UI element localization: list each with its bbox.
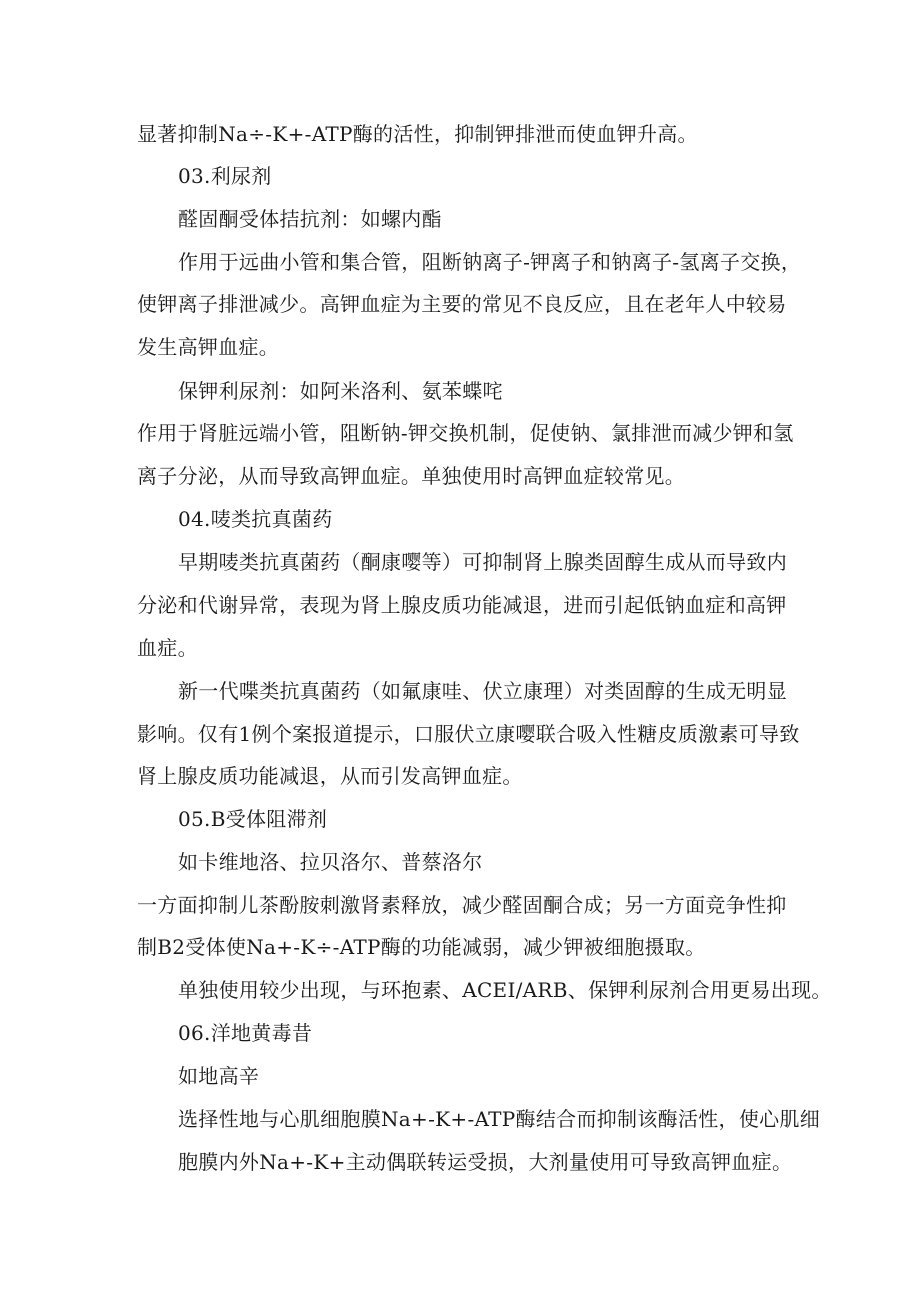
text-line: 制B2受体使Na+-K÷-ATP酶的功能减弱，减少钾被细胞摄取。 xyxy=(137,935,706,959)
text-line: 胞膜内外Na+-K+主动偶联转运受损，大剂量使用可导致高钾血症。 xyxy=(178,1150,793,1174)
section-heading: 04.唛类抗真菌药 xyxy=(178,507,333,531)
text-line: 如卡维地洛、拉贝洛尔、普蔡洛尔 xyxy=(178,850,483,874)
section-heading: 06.洋地黄毒昔 xyxy=(178,1021,313,1045)
text-line: 血症。 xyxy=(137,636,198,660)
text-line: 单独使用较少出现，与环抱素、ACEI/ARB、保钾利尿剂合用更易出现。 xyxy=(178,978,832,1002)
text-line: 选择性地与心肌细胞膜Na+-K+-ATP酶结合而抑制该酶活性，使心肌细 xyxy=(178,1107,821,1131)
text-line: 影响。仅有1例个案报道提示，口服伏立康嘤联合吸入性糖皮质激素可导致 xyxy=(137,722,800,746)
text-line: 作用于远曲小管和集合管，阻断钠离子-钾离子和钠离子-氢离子交换， xyxy=(178,250,802,274)
text-line: 早期唛类抗真菌药（酮康嘤等）可抑制肾上腺类固醇生成从而导致内 xyxy=(178,550,787,574)
text-line: 肾上腺皮质功能减退，从而引发高钾血症。 xyxy=(137,764,523,788)
text-line: 显著抑制Na÷-K+-ATP酶的活性，抑制钾排泄而使血钾升高。 xyxy=(137,122,698,146)
text-line: 保钾利尿剂：如阿米洛利、氨苯蝶咤 xyxy=(178,379,503,403)
text-line: 离子分泌，从而导致高钾血症。单独使用时高钾血症较常见。 xyxy=(137,464,686,488)
text-line: 作用于肾脏远端小管，阻断钠-钾交换机制，促使钠、氯排泄而减少钾和氢 xyxy=(137,421,794,445)
text-line: 如地高辛 xyxy=(178,1064,260,1088)
text-line: 分泌和代谢异常，表现为肾上腺皮质功能减退，进而引起低钠血症和高钾 xyxy=(137,593,787,617)
text-line: 使钾离子排泄减少。高钾血症为主要的常见不良反应，且在老年人中较易 xyxy=(137,292,787,316)
text-line: 新一代喋类抗真菌药（如氟康哇、伏立康理）对类固醇的生成无明显 xyxy=(178,679,787,703)
text-line: 发生高钾血症。 xyxy=(137,335,280,359)
section-heading: 05.B受体阻滞剂 xyxy=(178,807,328,831)
section-heading: 03.利尿剂 xyxy=(178,164,272,188)
text-line: 醛固酮受体拮抗剂：如螺内酯 xyxy=(178,207,442,231)
text-line: 一方面抑制儿茶酚胺刺激肾素释放，减少醛固酮合成；另一方面竞争性抑 xyxy=(137,893,787,917)
